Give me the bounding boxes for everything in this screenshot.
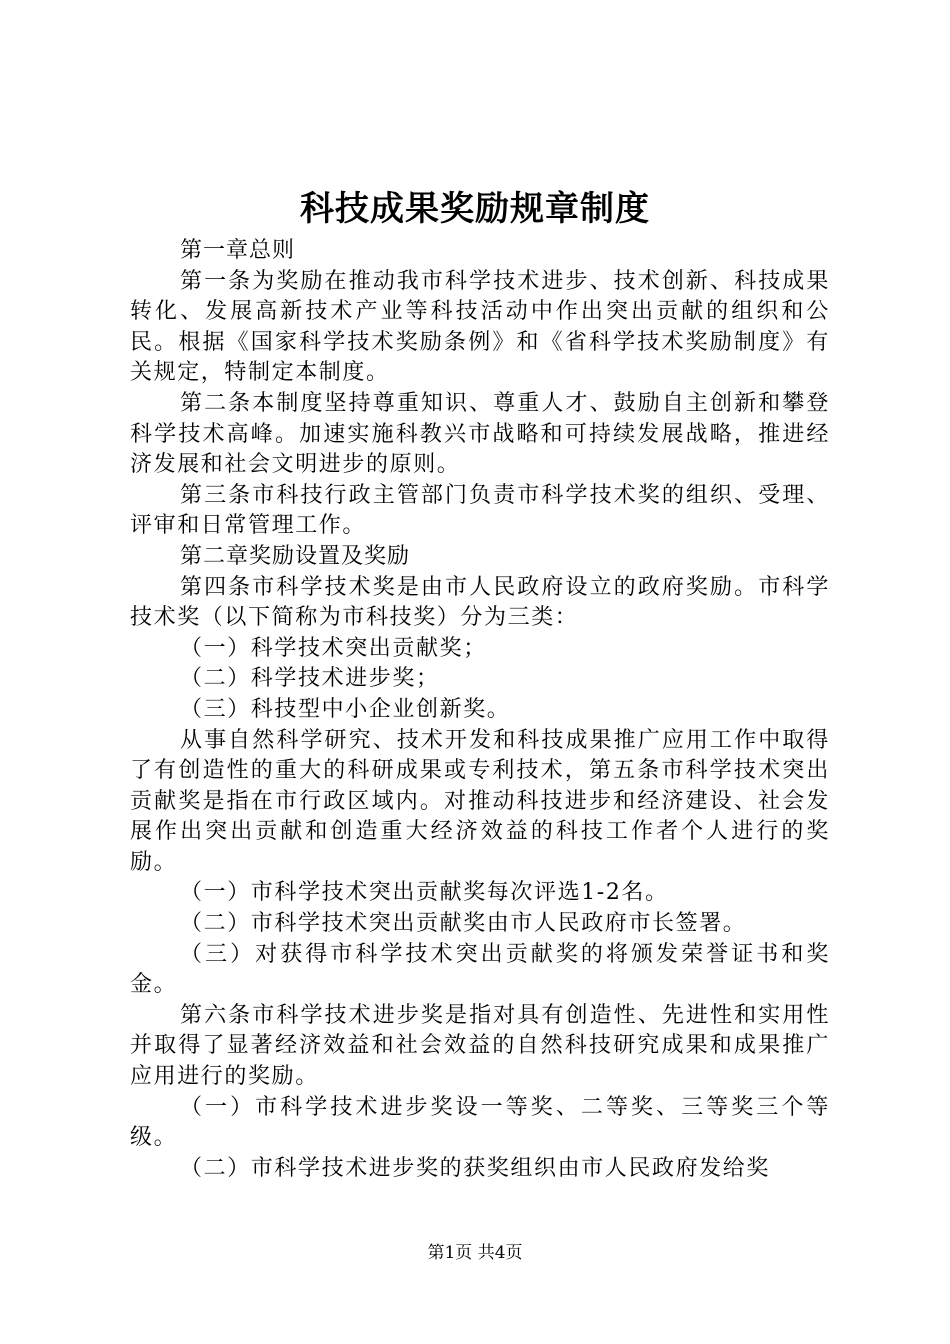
document-body: [130, 236, 830, 1184]
article-paragraph: 第一条为奖励在推动我市科学技术进步、技术创新、科技成果转化、发展高新技术产业等科技活动中作出突出贡献的组织和公民。根据《国家科学技术奖励条例》和《省科学技术奖励制度》有关规定，特制定本制度。: [130, 268, 830, 386]
list-item: （二）市科学技术突出贡献奖由市人民政府市长签署。: [180, 911, 747, 937]
list-item: （一）市科学技术进步奖设一等奖、二等奖、三等奖三个等级。: [130, 1094, 830, 1151]
page-footer: [0, 1242, 950, 1264]
list-item: （一）科学技术突出贡献奖；: [180, 635, 487, 661]
document-title: 科技成果奖励规章制度: [300, 189, 650, 229]
article-paragraph: 第二条本制度坚持尊重知识、尊重人才、鼓励自主创新和攀登科学技术高峰。加速实施科教兴市战略和可持续发展战略，推进经济发展和社会文明进步的原则。: [130, 390, 830, 478]
article-paragraph: 第三条市科技行政主管部门负责市科学技术奖的组织、受理、评审和日常管理工作。: [130, 482, 830, 539]
article-paragraph: 第四条市科学技术奖是由市人民政府设立的政府奖励。市科学技术奖（以下简称为市科技奖）分为三类：: [130, 574, 830, 631]
chapter-heading: 第二章奖励设置及奖励: [180, 543, 411, 569]
list-item: （三）科技型中小企业创新奖。: [180, 696, 511, 722]
page-number: 第1页 共4页: [427, 1243, 523, 1263]
chapter-heading: 第一章总则: [180, 238, 296, 263]
list-item: （二）科学技术进步奖；: [180, 666, 440, 692]
article-paragraph: 从事自然科学研究、技术开发和科技成果推广应用工作中取得了有创造性的重大的科研成果或专利技术，第五条市科学技术突出贡献奖是指在市行政区域内。对推动科技进步和经济建设、社会发展作出突出贡献和创造重大经济效益的科技工作者个人进行的奖励。: [130, 727, 830, 875]
list-item: （一）市科学技术突出贡献奖每次评选1-2名。: [180, 880, 669, 906]
article-paragraph: 第六条市科学技术进步奖是指对具有创造性、先进性和实用性并取得了显著经济效益和社会效益的自然科技研究成果和成果推广应用进行的奖励。: [130, 1002, 830, 1090]
list-item: （三）对获得市科学技术突出贡献奖的将颁发荣誉证书和奖金。: [130, 941, 830, 998]
list-item: （二）市科学技术进步奖的获奖组织由市人民政府发给奖: [180, 1155, 771, 1181]
